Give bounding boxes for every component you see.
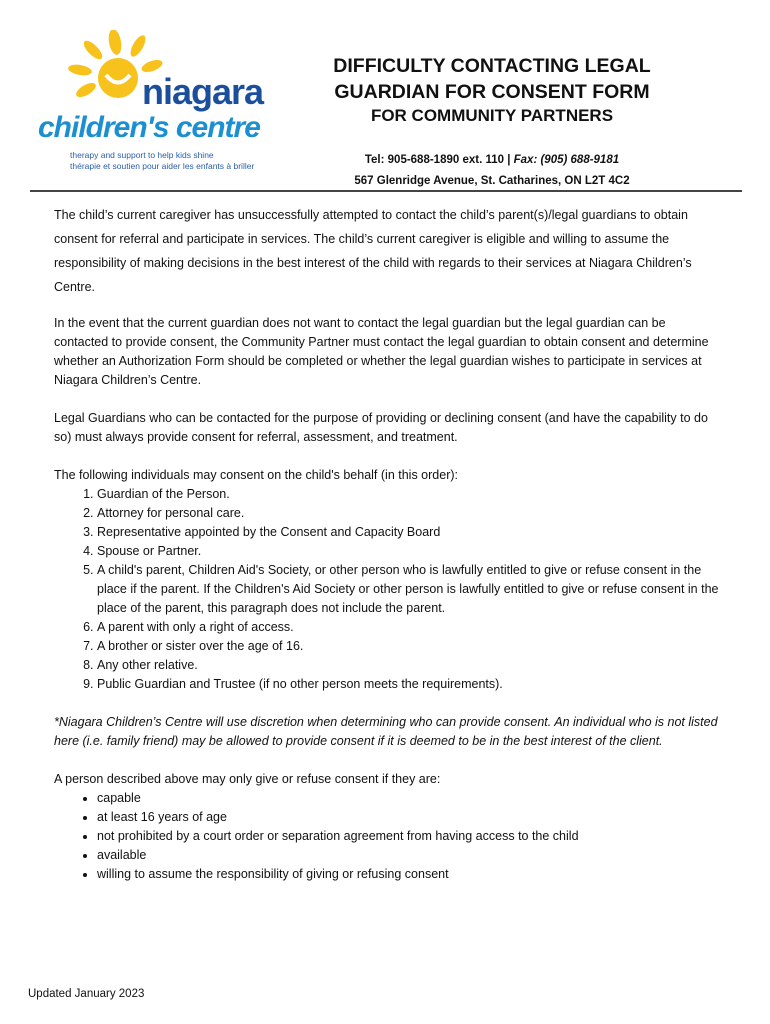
fax: Fax: (905) 688-9181 <box>513 154 620 166</box>
paragraph-community-partner: In the event that the current guardian does not want to contact the legal guardian but the legal guardian can be contacted to provide consent, the Community Partner must contact the legal guardian to obtain consent and determine whether an Authorization Form should be completed or whether the legal guardian wishes to participate in services at Niagara Children’s Centre. <box>54 316 709 387</box>
organization-logo <box>30 30 280 180</box>
phone-fax-line <box>292 150 692 171</box>
telephone: Tel: 905-688-1890 ext. 110 | <box>364 154 514 166</box>
list-item: 2. Attorney for personal care. <box>97 504 722 523</box>
discretion-note: *Niagara Children’s Centre will use discretion when determining who can provide consent. An individual who is not listed here (i.e. family friend) may be allowed to provide consent if it is deemed to be in the best interest of the client. <box>54 715 718 748</box>
list-item: 8. Any other relative. <box>97 656 722 675</box>
consent-conditions-list <box>54 789 722 884</box>
list-item: • willing to assume the responsibility of giving or refusing consent <box>97 865 722 884</box>
logo-tagline-english: therapy and support to help kids shine <box>70 150 214 160</box>
address: 567 Glenridge Avenue, St. Catharines, ON L2T 4C2 <box>354 175 630 187</box>
paragraph-list-intro: The following individuals may consent on the child's behalf (in this order): <box>54 468 458 482</box>
list-item: 5. A child's parent, Children Aid's Society, or other person who is lawfully entitled to give or refuse consent in the place if the parent. If the Children's Aid Society or other person is lawfully entitled to give or refuse consent in the place of the parent, this paragraph does not include the parent. <box>97 561 722 618</box>
list-item: • at least 16 years of age <box>97 808 722 827</box>
footer-updated-date: Updated January 2023 <box>28 988 145 1000</box>
logo-wordmark-childrens-centre: children's centre <box>38 111 260 144</box>
logo-tagline-french: thérapie et soutien pour aider les enfants à briller <box>70 161 255 171</box>
list-item: • capable <box>97 789 722 808</box>
consent-order-list <box>54 485 722 694</box>
title-line-2: GUARDIAN FOR CONSENT FORM <box>334 81 650 103</box>
paragraph-consent-conditions: A person described above may only give or refuse consent if they are: <box>54 772 441 786</box>
header-divider <box>30 190 742 192</box>
list-item: 4. Spouse or Partner. <box>97 542 722 561</box>
paragraph-legal-guardians: Legal Guardians who can be contacted for the purpose of providing or declining consent (and have the capability to do so) must always provide consent for referral, assessment, and treatment. <box>54 411 708 444</box>
list-item: • available <box>97 846 722 865</box>
document-body <box>54 203 722 884</box>
list-item: 3. Representative appointed by the Consent and Capacity Board <box>97 523 722 542</box>
contact-info <box>292 150 692 192</box>
logo-wordmark-niagara: niagara <box>142 71 264 112</box>
title-line-1: DIFFICULTY CONTACTING LEGAL <box>333 55 651 77</box>
list-item: • not prohibited by a court order or separation agreement from having access to the child <box>97 827 722 846</box>
list-item: 9. Public Guardian and Trustee (if no other person meets the requirements). <box>97 675 722 694</box>
list-item: 1. Guardian of the Person. <box>97 485 722 504</box>
list-item: 6. A parent with only a right of access. <box>97 618 722 637</box>
paragraph-caregiver-attempt: The child’s current caregiver has unsuccessfully attempted to contact the child’s parent(s)/legal guardians to obtain consent for referral and participate in services. The child’s current caregiver is eligible and willing to assume the responsibility of making decisions in the best interest of the child with regards to their services at Niagara Children’s Centre. <box>54 208 692 294</box>
document-subtitle: FOR COMMUNITY PARTNERS <box>370 106 614 125</box>
document-title <box>292 53 692 105</box>
list-item: 7. A brother or sister over the age of 16. <box>97 637 722 656</box>
